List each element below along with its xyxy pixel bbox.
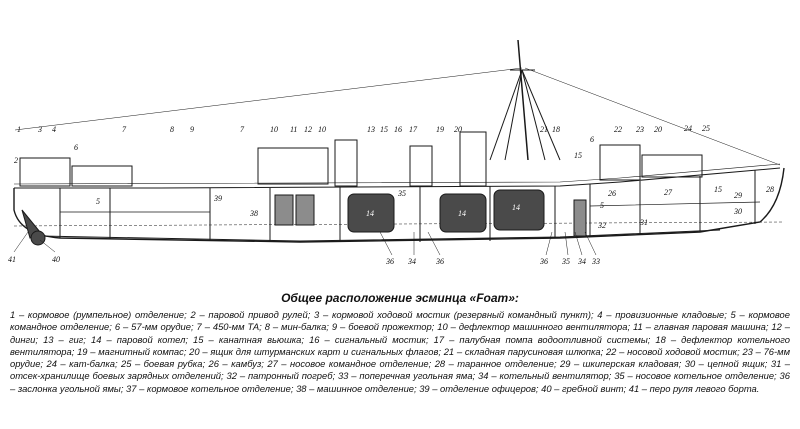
callout-27: 27 xyxy=(664,188,672,197)
callout-15c: 15 xyxy=(714,185,722,194)
mast-rigging xyxy=(505,70,522,160)
aft-deckhouse xyxy=(72,166,132,186)
hull-outline xyxy=(14,168,784,242)
callout-36c: 36 xyxy=(540,257,548,266)
leader-36a xyxy=(380,232,392,255)
callout-32: 32 xyxy=(598,221,606,230)
leader-36b xyxy=(428,232,440,255)
callout-7b: 7 xyxy=(240,125,244,134)
waterline xyxy=(14,222,784,226)
callout-1: 1 xyxy=(17,125,21,134)
mast-rigging xyxy=(490,70,522,160)
mast-rigging xyxy=(525,68,780,165)
callout-33: 33 xyxy=(592,257,600,266)
callout-30: 30 xyxy=(734,207,742,216)
callout-14a: 14 xyxy=(366,209,374,218)
callout-3: 3 xyxy=(38,125,42,134)
callout-17: 17 xyxy=(409,125,417,134)
callout-14b: 14 xyxy=(458,209,466,218)
engine-11a xyxy=(275,195,293,225)
callout-7a: 7 xyxy=(122,125,126,134)
aft-bridge xyxy=(20,158,70,186)
leader-41 xyxy=(14,232,28,252)
callout-2: 2 xyxy=(14,156,18,165)
callout-19: 19 xyxy=(436,125,444,134)
callout-6b: 6 xyxy=(590,135,594,144)
callout-10: 10 xyxy=(270,125,278,134)
engine-11b xyxy=(296,195,314,225)
funnel-1 xyxy=(335,140,357,186)
callout-18: 18 xyxy=(552,125,560,134)
callout-6: 6 xyxy=(74,143,78,152)
mast-rigging xyxy=(15,68,522,130)
funnel-3 xyxy=(460,132,486,186)
callout-38: 38 xyxy=(250,209,258,218)
callout-14c: 14 xyxy=(512,203,520,212)
callout-31: 31 xyxy=(640,218,648,227)
callout-5b: 5 xyxy=(600,201,604,210)
callout-29: 29 xyxy=(734,191,742,200)
caption-legend: 1 – кормовое (румпельное) отделение; 2 – паровой привод рулей; 3 – кормовой ходовой мостик (резервный командный пункт); 4 – провизионные кладовые; 5 – кормовое командное отделение; 6 – 57-мм орудие; 7 – 450-мм ТА; 8 – мин-балка; 9 – боевой прожектор; 10 – дефлектор машинного вентилятора; 11 – главная паровая машина; 12 – динги; 13 – гиг; 14 – паровой котел; 15 – канатная вьюшка; 16 – сигнальный мостик; 17 – палубная помпа водоотливной системы; 18 – дефлектор котельного вентилятора; 19 – магнитный компас; 20 – ящик для штурманских карт и сигнальных флагов; 21 – складная парусиновая шлюпка; 22 – носовой ходовой мостик; 23 – 76-мм орудие; 24 – кат-балка; 25 – боевая рубка; 26 – камбуз; 27 – носовое командное отделение; 28 – таранное отделение; 29 – шкиперская кладовая; 30 – цепной ящик; 31 – отсек-хранилище боевых зарядных отделений; 32 – патронный погреб; 33 – поперечная угольная яма; 34 – котельный вентилятор; 35 – носовое котельное отделение; 36 – заслонка угольной ямы; 37 – кормовое котельное отделение; 38 – машинное отделение; 39 – отделение офицеров; 40 – гребной винт; 41 – перо руля левого борта. xyxy=(10,309,790,394)
deck-line xyxy=(14,164,780,184)
callout-35b: 35 xyxy=(562,257,570,266)
callout-41: 41 xyxy=(8,255,16,264)
callout-15b: 15 xyxy=(574,151,582,160)
callout-8: 8 xyxy=(170,125,174,134)
callout-4: 4 xyxy=(52,125,56,134)
callout-5: 5 xyxy=(96,197,100,206)
magazine-32 xyxy=(574,200,586,236)
deck-line xyxy=(14,168,780,188)
callout-10b: 10 xyxy=(318,125,326,134)
callout-23: 23 xyxy=(636,125,644,134)
callout-34a: 34 xyxy=(408,257,416,266)
callout-9: 9 xyxy=(190,125,194,134)
callout-20b: 20 xyxy=(654,125,662,134)
callout-28: 28 xyxy=(766,185,774,194)
mast-rigging xyxy=(522,70,545,160)
callout-25: 25 xyxy=(702,124,710,133)
callout-12: 12 xyxy=(304,125,312,134)
callout-36a: 36 xyxy=(386,257,394,266)
callout-35: 35 xyxy=(398,189,406,198)
callout-39: 39 xyxy=(214,194,222,203)
callout-40: 40 xyxy=(52,255,60,264)
propeller xyxy=(31,231,45,245)
leader-35b xyxy=(565,232,568,255)
callout-16: 16 xyxy=(394,125,402,134)
callout-36b: 36 xyxy=(436,257,444,266)
callout-26: 26 xyxy=(608,189,616,198)
callout-20a: 20 xyxy=(454,125,462,134)
caption-title: Общее расположение эсминца «Foam»: xyxy=(281,291,519,305)
callout-13: 13 xyxy=(367,125,375,134)
funnel-2 xyxy=(410,146,432,186)
caption xyxy=(0,291,800,395)
callout-34b: 34 xyxy=(578,257,586,266)
lower-deck xyxy=(60,202,760,212)
callout-11: 11 xyxy=(290,125,298,134)
callout-15a: 15 xyxy=(380,125,388,134)
callout-21: 21 xyxy=(540,125,548,134)
mast xyxy=(518,40,528,160)
forward-bridge xyxy=(600,145,640,180)
callout-24: 24 xyxy=(684,124,692,133)
callout-22: 22 xyxy=(614,125,622,134)
leader-36c xyxy=(546,232,552,255)
mast-rigging xyxy=(522,70,560,160)
midships-housing xyxy=(258,148,328,184)
leader-40 xyxy=(40,240,55,252)
